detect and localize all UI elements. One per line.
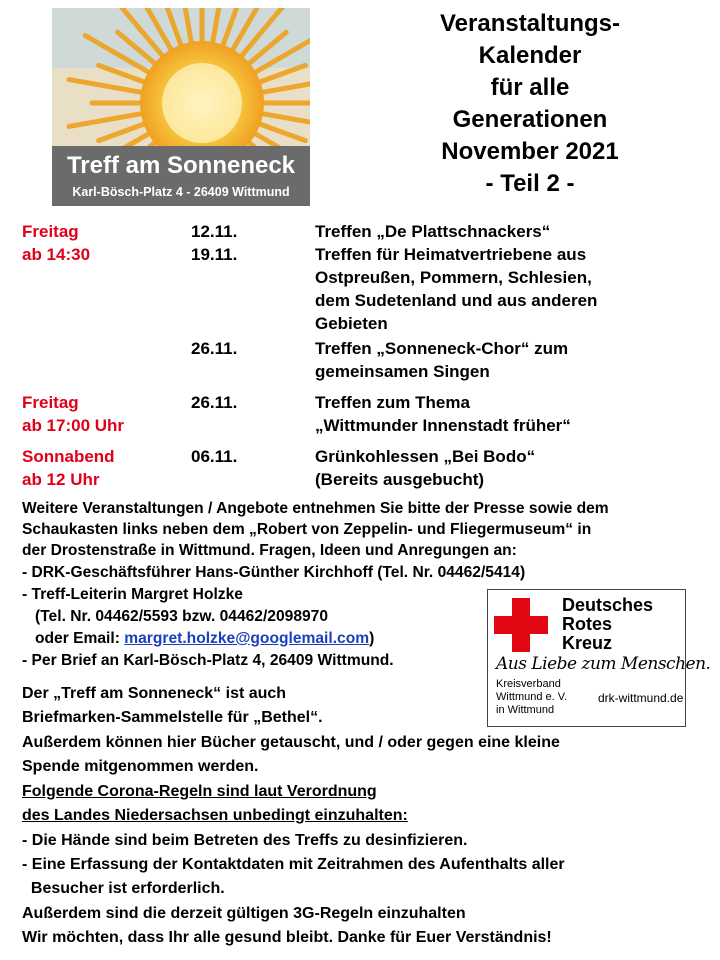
note-text: Außerdem können hier Bücher getauscht, und / oder gegen eine kleine [22, 734, 560, 751]
title-line: Generationen [452, 106, 608, 133]
event-desc: Treffen zum Thema [315, 393, 470, 412]
note-text: Der „Treff am Sonneneck“ ist auch [22, 685, 287, 702]
corona-rule: - Eine Erfassung der Kontaktdaten mit Zeitrahmen des Aufenthalts aller [22, 856, 565, 873]
event-desc: Gebieten [315, 314, 388, 333]
info-text: Schaukasten links neben dem „Robert von Zeppelin- und Fliegermuseum“ in [22, 521, 592, 538]
drk-kv-line: Wittmund e. V. [496, 691, 568, 703]
drk-name-line: Deutsches [562, 595, 654, 615]
title-line: Kalender [478, 42, 582, 69]
event-desc: (Bereits ausgebucht) [315, 470, 485, 489]
info-text: Weitere Veranstaltungen / Angebote entnehmen Sie bitte der Presse sowie dem [22, 500, 609, 517]
drk-name [562, 596, 653, 653]
event-date: 12.11. [191, 222, 238, 241]
drk-kreisverband [496, 678, 567, 717]
corona-rule: - Die Hände sind beim Betreten des Treffs zu desinfizieren. [22, 832, 468, 849]
email-prefix: oder Email: [22, 630, 125, 647]
title-line: November 2021 [441, 138, 619, 165]
closing-text: Wir möchten, dass Ihr alle gesund bleibt. Danke für Euer Verständnis! [22, 929, 552, 946]
drk-name-line: Kreuz [562, 633, 613, 653]
event-desc: Treffen für Heimatvertriebene aus [315, 245, 587, 264]
contact-kirchhoff: - DRK-Geschäftsführer Hans-Günther Kirchhoff (Tel. Nr. 04462/5414) [22, 564, 526, 581]
drk-kv-line: Kreisverband [496, 678, 561, 690]
drk-kv-line: in Wittmund [496, 704, 555, 716]
event-desc: dem Sudetenland und aus anderen [315, 291, 598, 310]
contact-holzke-phone: (Tel. Nr. 04462/5593 bzw. 04462/2098970 [22, 608, 329, 625]
contact-letter: - Per Brief an Karl-Bösch-Platz 4, 26409 Wittmund. [22, 652, 394, 669]
treff-logo [52, 8, 310, 206]
drk-website: drk-wittmund.de [598, 691, 684, 705]
note-text: Briefmarken-Sammelstelle für „Bethel“. [22, 709, 323, 726]
event-desc: Ostpreußen, Pommern, Schlesien, [315, 268, 592, 287]
event-desc: Grünkohlessen „Bei Bodo“ [315, 447, 536, 466]
event-date: 06.11. [191, 447, 238, 466]
drk-slogan: Aus Liebe zum Menschen. [496, 654, 711, 674]
drk-logo-box [487, 589, 711, 727]
corona-rule: Besucher ist erforderlich. [22, 880, 225, 897]
contact-email-line [22, 630, 374, 648]
page-title [400, 8, 660, 200]
schedule-time: ab 17:00 Uhr [22, 416, 125, 435]
logo-title: Treff am Sonneneck [66, 152, 296, 179]
note-text: Spende mitgenommen werden. [22, 758, 259, 775]
event-desc: „Wittmunder Innenstadt früher“ [315, 416, 571, 435]
corona-heading: Folgende Corona-Regeln sind laut Verordnung [22, 783, 377, 800]
schedule-day: Sonnabend [22, 447, 115, 466]
event-date: 26.11. [191, 339, 238, 358]
title-line: - Teil 2 - [485, 170, 575, 197]
title-line: Veranstaltungs- [439, 10, 621, 37]
schedule-day: Freitag [22, 393, 79, 412]
event-desc: Treffen „Sonneneck-Chor“ zum [315, 339, 569, 358]
email-suffix: ) [369, 630, 375, 647]
logo-address: Karl-Bösch-Platz 4 - 26409 Wittmund [72, 185, 290, 199]
title-line: für alle [490, 74, 570, 101]
schedule-day: Freitag [22, 222, 79, 241]
event-date: 26.11. [191, 393, 238, 412]
event-desc: Treffen „De Plattschnackers“ [315, 222, 551, 241]
contact-holzke: - Treff-Leiterin Margret Holzke [22, 586, 243, 603]
corona-heading: des Landes Niedersachsen unbedingt einzuhalten: [22, 807, 408, 824]
email-link[interactable]: margret.holzke@googlemail.com [124, 630, 370, 647]
event-date: 19.11. [191, 245, 238, 264]
schedule-time: ab 14:30 [22, 245, 91, 264]
schedule-time: ab 12 Uhr [22, 470, 100, 489]
red-cross-icon [494, 598, 548, 652]
closing-text: Außerdem sind die derzeit gültigen 3G-Regeln einzuhalten [22, 905, 466, 922]
info-text: der Drostenstraße in Wittmund. Fragen, Ideen und Anregungen an: [22, 542, 517, 559]
drk-name-line: Rotes [562, 614, 613, 634]
event-desc: gemeinsamen Singen [315, 362, 490, 381]
